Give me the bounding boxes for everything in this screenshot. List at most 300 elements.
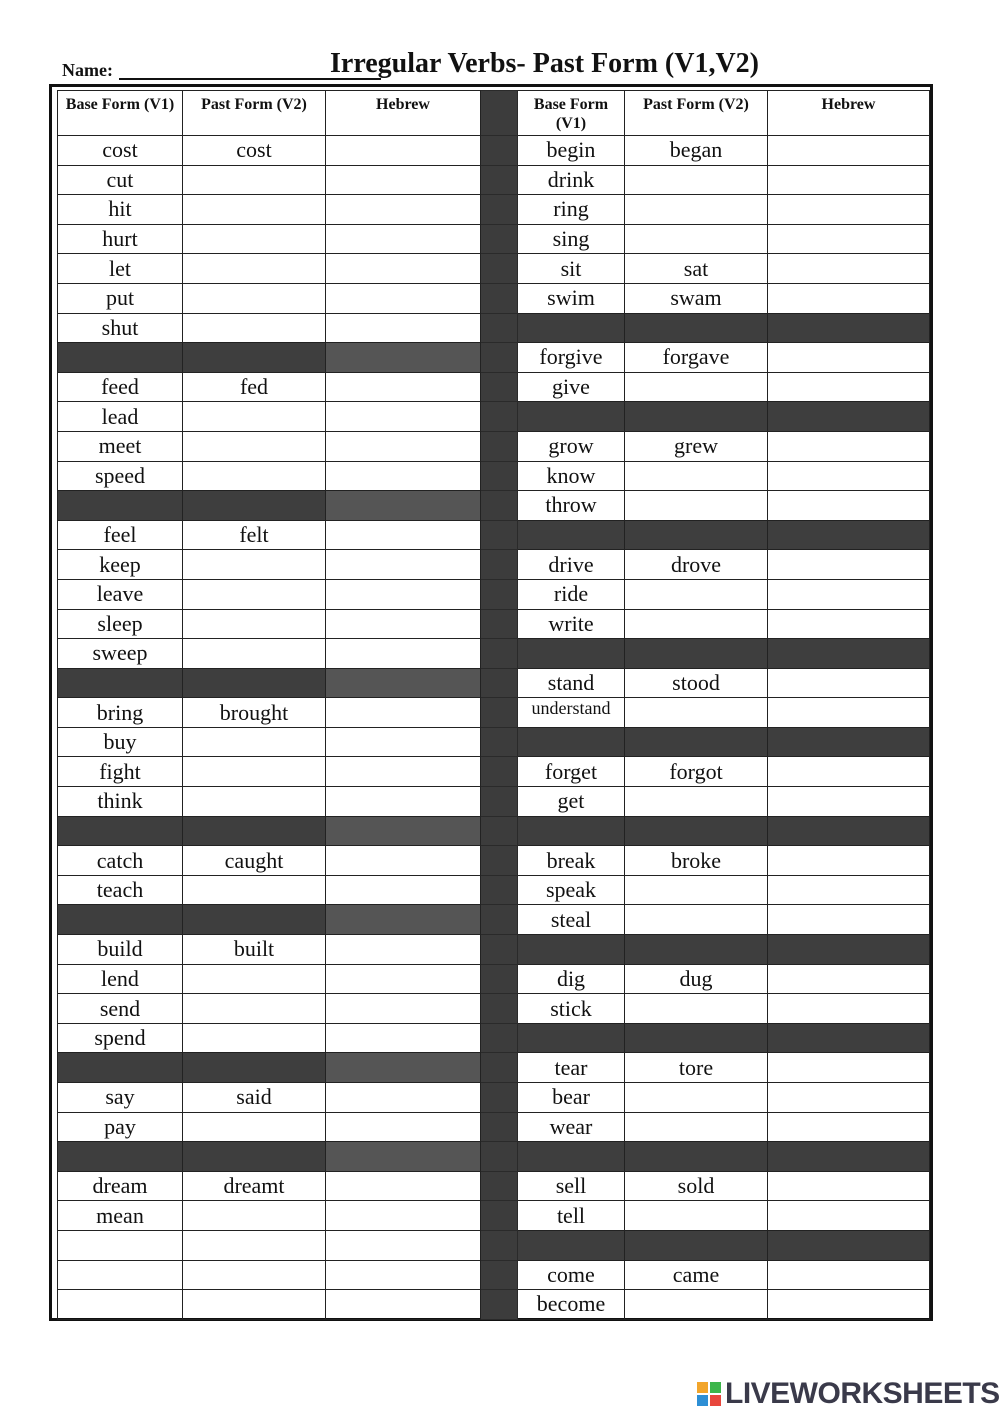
hebrew-cell[interactable] [768,1260,930,1290]
column-divider [481,1083,518,1113]
base-form-cell: stick [518,994,625,1024]
past-form-cell: broke [625,846,768,876]
verb-table-frame [49,84,933,1321]
table-row [58,165,930,195]
column-divider [481,372,518,402]
column-divider [481,491,518,521]
past-form-cell: drove [625,550,768,580]
past-form-cell[interactable] [183,964,326,994]
hebrew-cell[interactable] [768,698,930,728]
hebrew-cell[interactable] [768,431,930,461]
hebrew-cell[interactable] [768,195,930,225]
group-separator-cell [518,935,625,965]
base-form-cell: speak [518,875,625,905]
table-row [58,698,930,728]
past-form-cell[interactable] [183,313,326,343]
base-form-cell: cut [58,165,183,195]
column-divider [481,136,518,166]
group-separator-cell [625,935,768,965]
base-form-cell: feel [58,520,183,550]
group-separator-cell [625,520,768,550]
table-row [58,254,930,284]
column-divider [481,668,518,698]
column-divider [481,639,518,669]
hebrew-cell[interactable] [326,195,481,225]
column-divider [481,1171,518,1201]
group-separator-cell [326,1142,481,1172]
hebrew-cell[interactable] [326,550,481,580]
column-header: Base Form (V1) [518,91,625,136]
group-separator-cell [183,1053,326,1083]
hebrew-cell[interactable] [326,1230,481,1260]
table-row [58,579,930,609]
group-separator-cell [518,1023,625,1053]
column-header: Hebrew [326,91,481,136]
logo-square [710,1382,721,1393]
hebrew-cell[interactable] [768,757,930,787]
base-form-cell: bear [518,1083,625,1113]
group-separator-cell [518,816,625,846]
past-form-cell[interactable] [183,550,326,580]
base-form-cell: leave [58,579,183,609]
group-separator-cell [183,491,326,521]
hebrew-cell[interactable] [326,935,481,965]
past-form-cell[interactable] [183,579,326,609]
past-form-cell: brought [183,698,326,728]
hebrew-cell[interactable] [326,727,481,757]
past-form-cell[interactable] [183,165,326,195]
past-form-cell[interactable] [183,609,326,639]
hebrew-cell[interactable] [768,875,930,905]
group-separator-cell [183,1142,326,1172]
base-form-cell: send [58,994,183,1024]
base-form-cell: put [58,283,183,313]
base-form-cell: feed [58,372,183,402]
hebrew-cell[interactable] [326,1083,481,1113]
name-label: Name: [62,60,113,80]
past-form-cell: came [625,1260,768,1290]
group-separator-cell [625,639,768,669]
hebrew-cell[interactable] [768,136,930,166]
hebrew-cell[interactable] [768,461,930,491]
group-separator-cell [518,727,625,757]
logo-mark-icon [697,1382,721,1406]
group-separator-cell [183,668,326,698]
past-form-cell[interactable] [625,994,768,1024]
base-form-cell: think [58,787,183,817]
past-form-cell[interactable] [625,1083,768,1113]
past-form-cell[interactable] [625,491,768,521]
hebrew-cell[interactable] [326,372,481,402]
group-separator-cell [518,1142,625,1172]
base-form-cell: become [518,1290,625,1320]
hebrew-cell[interactable] [326,520,481,550]
past-form-cell: grew [625,431,768,461]
past-form-cell[interactable] [625,875,768,905]
base-form-cell: wear [518,1112,625,1142]
column-divider [481,875,518,905]
base-form-cell: stand [518,668,625,698]
base-form-cell: drink [518,165,625,195]
group-separator-cell [326,668,481,698]
logo-square [697,1395,708,1406]
table-row [58,1083,930,1113]
hebrew-cell[interactable] [768,254,930,284]
column-divider [481,254,518,284]
hebrew-cell[interactable] [326,402,481,432]
column-divider [481,698,518,728]
hebrew-cell[interactable] [326,579,481,609]
past-form-cell: said [183,1083,326,1113]
hebrew-cell[interactable] [326,136,481,166]
hebrew-cell[interactable] [326,787,481,817]
past-form-cell[interactable] [183,787,326,817]
column-divider [481,905,518,935]
past-form-cell: built [183,935,326,965]
base-form-cell: ring [518,195,625,225]
hebrew-cell[interactable] [768,1053,930,1083]
table-row [58,461,930,491]
base-form-cell: dig [518,964,625,994]
past-form-cell[interactable] [183,727,326,757]
hebrew-cell[interactable] [768,224,930,254]
past-form-cell: began [625,136,768,166]
table-row [58,1053,930,1083]
hebrew-cell[interactable] [768,1112,930,1142]
table-row [58,195,930,225]
column-divider [481,727,518,757]
base-form-cell: cost [58,136,183,166]
hebrew-cell[interactable] [326,461,481,491]
past-form-cell[interactable] [625,609,768,639]
column-divider [481,757,518,787]
past-form-cell[interactable] [183,283,326,313]
group-separator-cell [768,935,930,965]
column-divider [481,1290,518,1320]
base-form-cell: drive [518,550,625,580]
hebrew-cell[interactable] [326,964,481,994]
hebrew-cell[interactable] [768,550,930,580]
group-separator-cell [625,727,768,757]
hebrew-cell[interactable] [326,639,481,669]
group-separator-cell [768,313,930,343]
group-separator-cell [183,816,326,846]
past-form-cell[interactable] [625,461,768,491]
base-form-cell: dream [58,1171,183,1201]
past-form-cell: dreamt [183,1171,326,1201]
column-divider [481,402,518,432]
group-separator-cell [58,343,183,373]
table-row [58,727,930,757]
past-form-cell[interactable] [183,639,326,669]
hebrew-cell[interactable] [768,905,930,935]
base-form-cell: lend [58,964,183,994]
table-row [58,1201,930,1231]
base-form-cell: grow [518,431,625,461]
group-separator-cell [58,1053,183,1083]
base-form-cell: tear [518,1053,625,1083]
column-header: Past Form (V2) [625,91,768,136]
column-header: Past Form (V2) [183,91,326,136]
group-separator-cell [768,1142,930,1172]
table-row [58,491,930,521]
column-divider [481,461,518,491]
column-divider [481,431,518,461]
verb-table [57,90,930,1320]
hebrew-cell[interactable] [768,787,930,817]
past-form-cell[interactable] [625,372,768,402]
column-divider [481,579,518,609]
past-form-cell[interactable] [183,224,326,254]
hebrew-cell[interactable] [326,1171,481,1201]
past-form-cell[interactable] [625,698,768,728]
past-form-cell[interactable] [183,1290,326,1320]
table-row [58,609,930,639]
column-divider [481,1142,518,1172]
column-header: Base Form (V1) [58,91,183,136]
group-separator-cell [326,343,481,373]
group-separator-cell [183,343,326,373]
past-form-cell[interactable] [625,1112,768,1142]
base-form-cell: build [58,935,183,965]
base-form-cell: lead [58,402,183,432]
table-row [58,1171,930,1201]
column-divider [481,1201,518,1231]
column-divider [481,520,518,550]
hebrew-cell[interactable] [768,283,930,313]
group-separator-cell [768,1023,930,1053]
past-form-cell[interactable] [625,905,768,935]
base-form-cell: forget [518,757,625,787]
base-form-cell: tell [518,1201,625,1231]
group-separator-cell [58,816,183,846]
base-form-cell: meet [58,431,183,461]
group-separator-cell [625,1230,768,1260]
past-form-cell: felt [183,520,326,550]
table-row [58,1260,930,1290]
hebrew-cell[interactable] [326,875,481,905]
base-form-cell [58,1260,183,1290]
table-row [58,964,930,994]
base-form-cell: spend [58,1023,183,1053]
base-form-cell: keep [58,550,183,580]
hebrew-cell[interactable] [768,668,930,698]
base-form-cell: begin [518,136,625,166]
past-form-cell[interactable] [183,195,326,225]
past-form-cell[interactable] [183,461,326,491]
table-row [58,343,930,373]
hebrew-cell[interactable] [326,1201,481,1231]
hebrew-cell[interactable] [326,283,481,313]
group-separator-cell [518,1230,625,1260]
hebrew-cell[interactable] [768,343,930,373]
past-form-cell: tore [625,1053,768,1083]
past-form-cell[interactable] [183,431,326,461]
group-separator-cell [58,491,183,521]
group-separator-cell [768,816,930,846]
base-form-cell: mean [58,1201,183,1231]
table-header-row [58,91,930,136]
column-divider [481,1112,518,1142]
hebrew-cell[interactable] [326,609,481,639]
past-form-cell[interactable] [183,1230,326,1260]
base-form-cell: know [518,461,625,491]
group-separator-cell [58,668,183,698]
past-form-cell: swam [625,283,768,313]
hebrew-cell[interactable] [768,491,930,521]
past-form-cell[interactable] [183,402,326,432]
past-form-cell[interactable] [625,787,768,817]
base-form-cell [58,1230,183,1260]
base-form-cell: speed [58,461,183,491]
column-divider [481,313,518,343]
hebrew-cell[interactable] [768,1083,930,1113]
liveworksheets-logo [697,1376,1000,1412]
group-separator-cell [625,402,768,432]
column-divider [481,1053,518,1083]
table-row [58,1112,930,1142]
column-divider [481,1023,518,1053]
past-form-cell: forgot [625,757,768,787]
group-separator-cell [625,313,768,343]
hebrew-cell[interactable] [768,165,930,195]
group-separator-cell [58,1142,183,1172]
hebrew-cell[interactable] [326,1023,481,1053]
hebrew-cell[interactable] [326,994,481,1024]
logo-square [710,1395,721,1406]
hebrew-cell[interactable] [326,313,481,343]
column-divider [481,787,518,817]
table-row [58,846,930,876]
base-form-cell: sleep [58,609,183,639]
table-row [58,816,930,846]
column-divider [481,343,518,373]
hebrew-cell[interactable] [326,1290,481,1320]
past-form-cell[interactable] [625,195,768,225]
base-form-cell: understand [518,698,625,728]
hebrew-cell[interactable] [326,224,481,254]
table-row [58,1230,930,1260]
group-separator-cell [768,639,930,669]
table-row [58,431,930,461]
hebrew-cell[interactable] [768,964,930,994]
past-form-cell[interactable] [183,1260,326,1290]
past-form-cell[interactable] [183,875,326,905]
hebrew-cell[interactable] [768,579,930,609]
column-divider [481,165,518,195]
column-divider [481,550,518,580]
base-form-cell: hurt [58,224,183,254]
column-divider [481,935,518,965]
base-form-cell: shut [58,313,183,343]
base-form-cell: say [58,1083,183,1113]
past-form-cell: cost [183,136,326,166]
past-form-cell[interactable] [625,224,768,254]
group-separator-cell [58,905,183,935]
past-form-cell[interactable] [625,165,768,195]
past-form-cell[interactable] [183,1112,326,1142]
group-separator-cell [518,639,625,669]
table-row [58,757,930,787]
logo-square [697,1382,708,1393]
hebrew-cell[interactable] [326,757,481,787]
column-divider [481,816,518,846]
past-form-cell: caught [183,846,326,876]
group-separator-cell [768,402,930,432]
group-separator-cell [518,520,625,550]
hebrew-cell[interactable] [768,372,930,402]
base-form-cell: sell [518,1171,625,1201]
column-divider [481,1260,518,1290]
group-separator-cell [625,816,768,846]
past-form-cell[interactable] [183,1023,326,1053]
base-form-cell: get [518,787,625,817]
hebrew-cell[interactable] [768,994,930,1024]
table-row [58,136,930,166]
hebrew-cell[interactable] [326,846,481,876]
hebrew-cell[interactable] [326,431,481,461]
base-form-cell: buy [58,727,183,757]
past-form-cell[interactable] [625,1201,768,1231]
hebrew-cell[interactable] [326,698,481,728]
table-row [58,313,930,343]
column-divider [481,846,518,876]
table-row [58,520,930,550]
logo-text: LIVEWORKSHEETS [725,1377,1000,1410]
past-form-cell: fed [183,372,326,402]
base-form-cell: ride [518,579,625,609]
base-form-cell: bring [58,698,183,728]
column-divider [481,1230,518,1260]
base-form-cell: sweep [58,639,183,669]
group-separator-cell [768,1230,930,1260]
column-divider [481,283,518,313]
hebrew-cell[interactable] [768,1290,930,1320]
past-form-cell[interactable] [625,579,768,609]
hebrew-cell[interactable] [768,609,930,639]
hebrew-cell[interactable] [768,1171,930,1201]
past-form-cell[interactable] [625,1290,768,1320]
past-form-cell[interactable] [183,254,326,284]
hebrew-cell[interactable] [326,165,481,195]
table-row [58,402,930,432]
column-divider [481,964,518,994]
past-form-cell: dug [625,964,768,994]
past-form-cell[interactable] [183,1201,326,1231]
table-row [58,668,930,698]
hebrew-cell[interactable] [326,1112,481,1142]
base-form-cell: forgive [518,343,625,373]
group-separator-cell [518,402,625,432]
base-form-cell: throw [518,491,625,521]
hebrew-cell[interactable] [326,254,481,284]
group-separator-cell [326,905,481,935]
group-separator-cell [768,520,930,550]
group-separator-cell [625,1023,768,1053]
worksheet-title: Irregular Verbs- Past Form (V1,V2) [330,48,760,79]
hebrew-cell[interactable] [326,1260,481,1290]
group-separator-cell [326,491,481,521]
group-separator-cell [518,313,625,343]
group-separator-cell [326,816,481,846]
past-form-cell[interactable] [183,994,326,1024]
past-form-cell[interactable] [183,757,326,787]
past-form-cell: sat [625,254,768,284]
hebrew-cell[interactable] [768,846,930,876]
past-form-cell: forgave [625,343,768,373]
hebrew-cell[interactable] [768,1201,930,1231]
base-form-cell: come [518,1260,625,1290]
